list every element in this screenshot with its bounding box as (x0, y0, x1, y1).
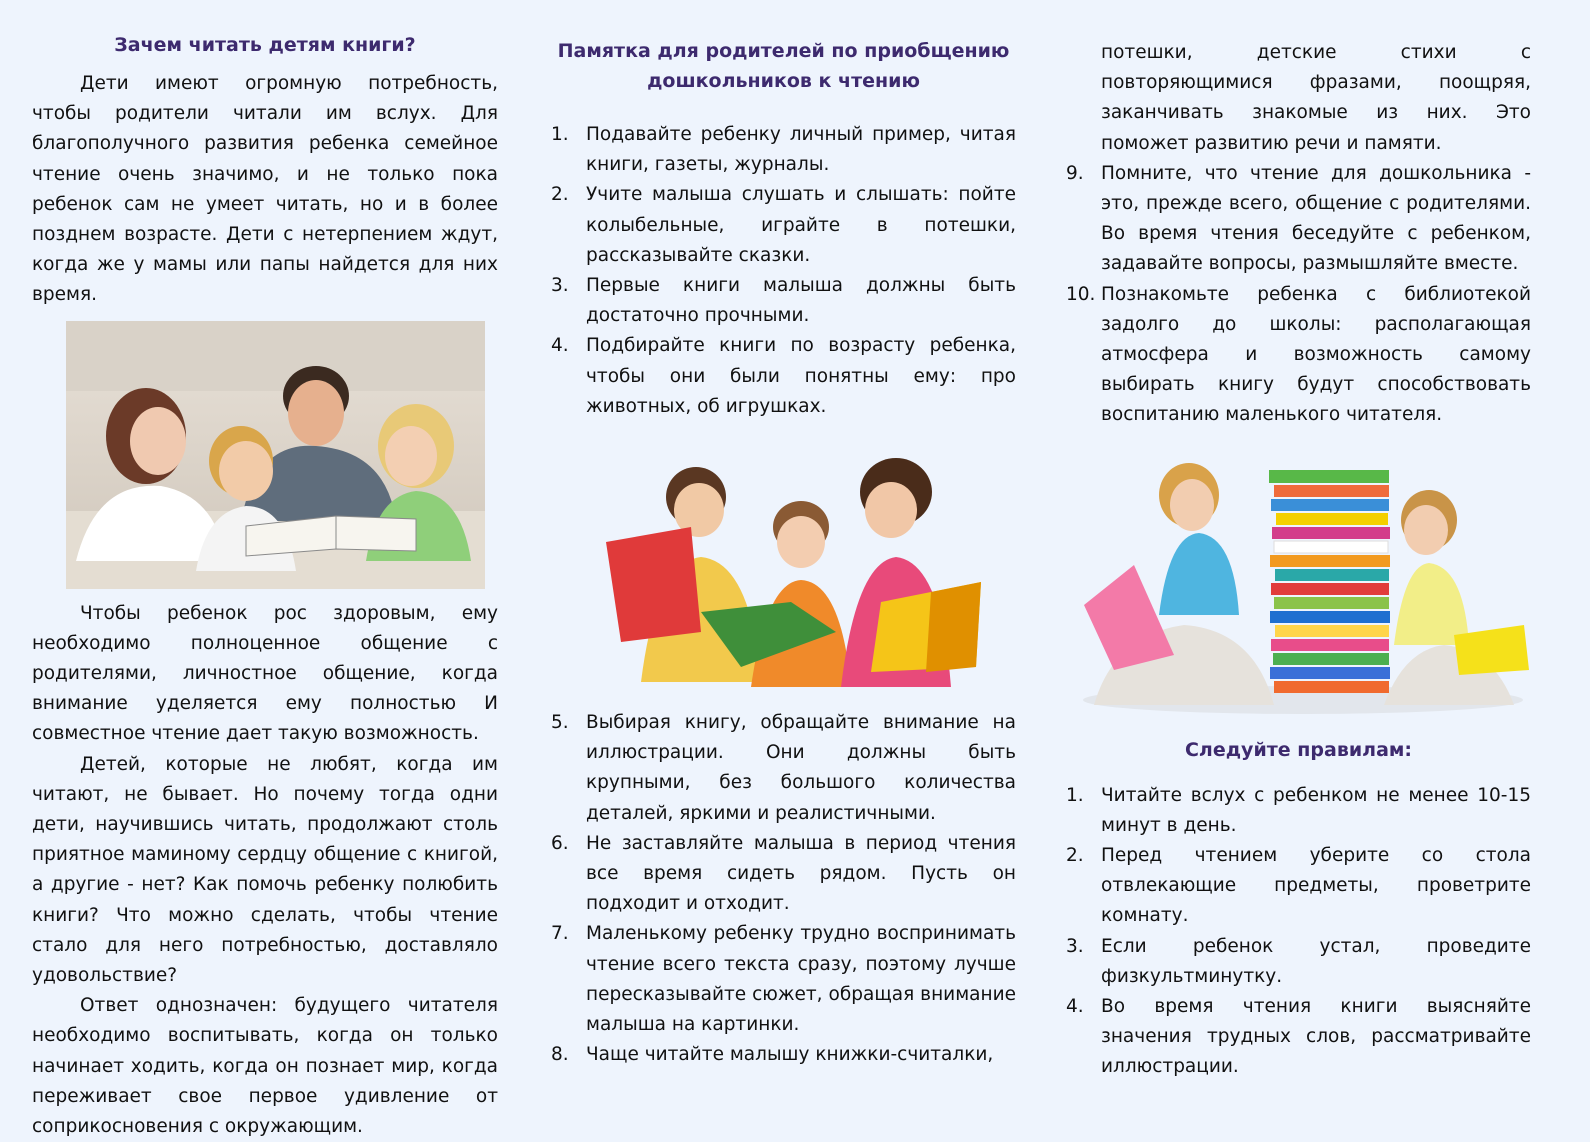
list-item: 7. Маленькому ребенку трудно воспринимать чтение всего текста сразу, поэтому лучше пересказывайте сюжет, обращая внимание малыша на картинки. (551, 923, 1016, 1036)
paragraph-love-reading: Детей, которые не любят, когда им читают, не бывает. Но почему тогда одни дети, научившись читать, продолжают столь приятное маминому сердцу общение с книгой, а другие - нет? Как помочь ребенку полюбить книги? Что можно сделать, чтобы чтение стало для него потребностью, доставляло удовольствие? (32, 753, 498, 987)
list-item: 8. Чаще читайте малышу книжки-считалки, (551, 1044, 994, 1066)
list-item: 10. Познакомьте ребенка с библиотекой задолго до школы: располагающая атмосфера и возможность самому выбирать книгу будут способствовать воспитанию маленького читателя. (1066, 283, 1531, 426)
memo-list-part1 (551, 120, 1016, 422)
list-item: 6. Не заставляйте малыша в период чтения все время сидеть рядом. Пусть он подходит и отходит. (551, 832, 1016, 915)
list-item: 4. Подбирайте книги по возрасту ребенка, чтобы они были понятны ему: про животных, об игрушках. (551, 335, 1016, 417)
list-item: 4. Во время чтения книги выясняйте значения трудных слов, рассматривайте иллюстрации. (1066, 996, 1531, 1078)
column-rules (1066, 38, 1531, 1083)
rules-list (1066, 781, 1531, 1083)
photo-family-reading (66, 321, 485, 589)
column-why-read (32, 30, 498, 1142)
paragraph-answer: Ответ однозначен: будущего читателя необходимо воспитывать, когда он только начинает ходить, когда он познает мир, когда переживает свое первое удивление от соприкосновения с окружающим. (32, 995, 498, 1138)
heading-memo-line1: Памятка для родителей по приобщению (557, 40, 1010, 62)
photo-girls-book-stack (1074, 455, 1532, 717)
paragraph-intro: Дети имеют огромную потребность, чтобы родители читали им вслух. Для благополучного развития ребенка семейное чтение очень значимо, и не только пока ребенок сам не умеет читать, но и в более позднем возрасте. Дети с нетерпением ждут, когда же у мамы или папы найдется для них время. (32, 73, 498, 306)
list-item: 9. Помните, что чтение для дошкольника - это, прежде всего, общение с родителями. Во время чтения беседуйте с ребенком, задавайте вопросы, размышляйте вместе. (1066, 162, 1531, 275)
heading-rules: Следуйте правилам: (1184, 738, 1413, 761)
list-item: 5. Выбирая книгу, обращайте внимание на иллюстрации. Они должны быть крупными, без большого количества деталей, яркими и реалистичными. (551, 712, 1016, 824)
list-item: 1. Читайте вслух с ребенком не менее 10-15 минут в день. (1066, 784, 1531, 836)
memo-list-part2 (551, 708, 1016, 1070)
list-item: 2. Перед чтением уберите со стола отвлекающие предметы, проветрите комнату. (1066, 845, 1531, 927)
memo-list-part3 (1066, 38, 1531, 431)
heading-why-read: Зачем читать детям книги? (114, 34, 416, 56)
heading-memo-line2: дошкольников к чтению (647, 70, 920, 92)
list-item: потешки, детские стихи с повторяющимися фразами, поощряя, заканчивать знакомые из них. Это поможет развитию речи и памяти. (1101, 42, 1531, 154)
paragraph-communication: Чтобы ребенок рос здоровым, ему необходимо полноценное общение с родителями, личностное общение, когда внимание уделяется ему полностью И совместное чтение дает такую возможность. (32, 602, 498, 745)
list-item: 3. Если ребенок устал, проведите физкультминутку. (1066, 935, 1531, 987)
list-item: 3. Первые книги малыша должны быть достаточно прочными. (551, 275, 1016, 327)
photo-kids-reading (601, 452, 986, 692)
column-memo (551, 36, 1016, 1070)
list-item: 1. Подавайте ребенку личный пример, читая книги, газеты, журналы. (551, 124, 1016, 176)
list-item: 2. Учите малыша слушать и слышать: пойте колыбельные, играйте в потешки, рассказывайте сказки. (551, 184, 1016, 266)
